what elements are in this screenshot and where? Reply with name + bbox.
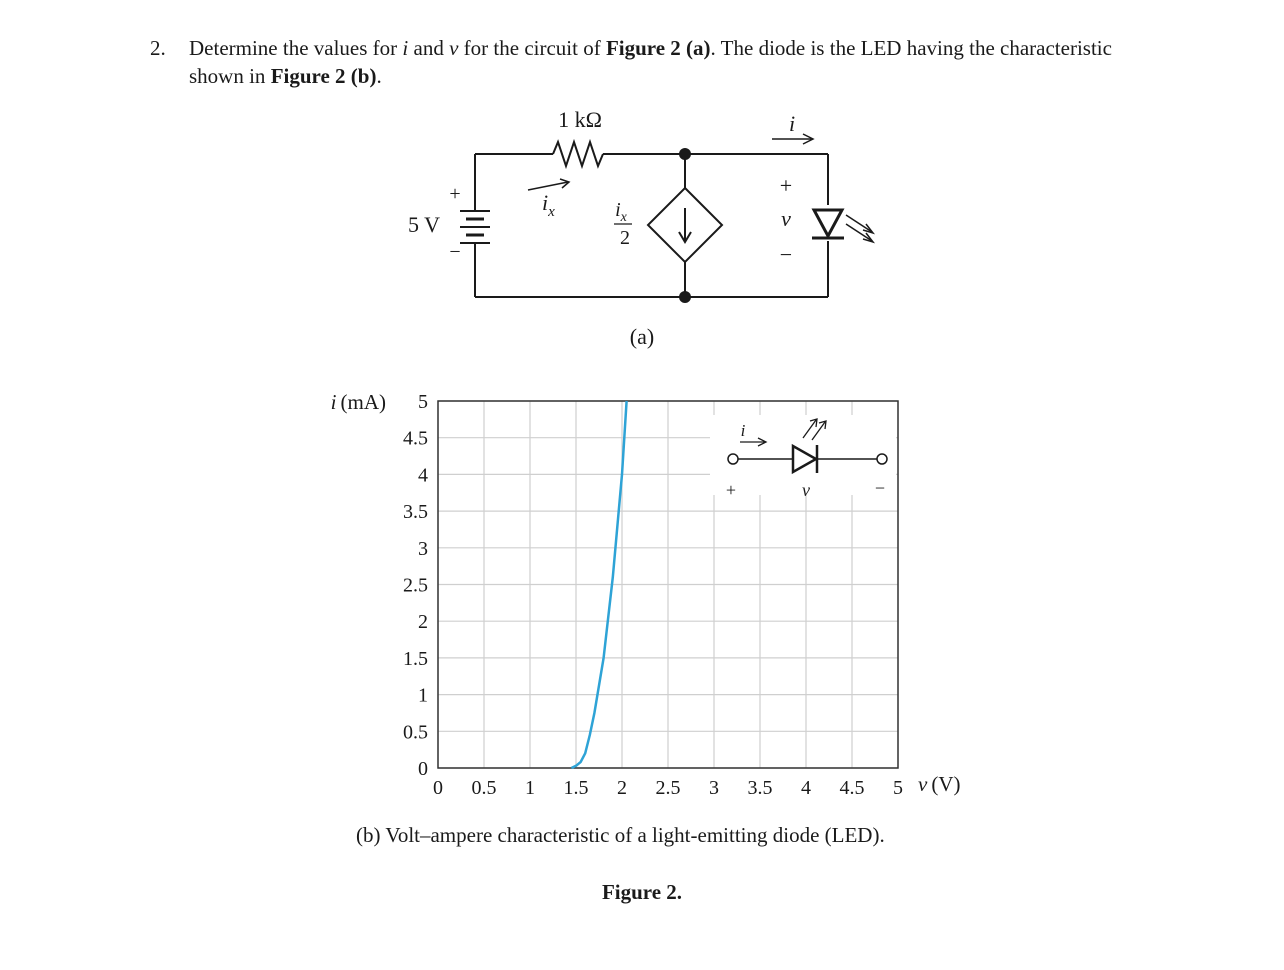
problem-text-5: .	[376, 64, 382, 88]
x-tick-label: 0.5	[471, 777, 497, 799]
x-tick-label: 2	[617, 777, 627, 799]
inset-current-label: i	[740, 421, 746, 440]
resistor-1k	[553, 142, 603, 166]
inset-led-schematic	[710, 415, 896, 500]
problem-text-3: for the circuit of	[463, 36, 601, 60]
source-minus: −	[449, 241, 461, 263]
voltage-plus: +	[779, 173, 793, 198]
figure-caption: Figure 2.	[601, 880, 683, 904]
led-symbol	[808, 205, 873, 242]
ix-arrow	[528, 182, 568, 190]
y-tick-labels	[403, 391, 428, 780]
source-plus: +	[449, 183, 461, 205]
x-tick-label: 1	[525, 777, 535, 799]
x-tick-label: 4.5	[839, 777, 865, 799]
x-axis-label: v (V)	[918, 772, 961, 796]
x-tick-label: 0	[433, 777, 443, 799]
resistor-label: 1 kΩ	[558, 107, 602, 132]
problem-text-1: Determine the values for	[189, 36, 398, 60]
x-tick-label: 3.5	[747, 777, 773, 799]
y-tick-label: 5	[418, 391, 428, 413]
x-tick-label: 1.5	[563, 777, 589, 799]
voltage-label-v: v	[781, 206, 791, 231]
figure-a-ref: Figure 2 (a)	[605, 36, 711, 60]
y-tick-label: 2.5	[403, 574, 428, 597]
y-tick-label: 2	[418, 611, 428, 634]
dep-source-numerator: $i_x$	[615, 199, 627, 225]
y-tick-label: 3	[418, 537, 428, 560]
voltage-minus: −	[779, 242, 793, 267]
y-tick-label: 0	[418, 758, 428, 780]
circuit-diagram	[460, 134, 828, 297]
x-tick-label: 2.5	[655, 777, 681, 799]
caption-a: (a)	[629, 324, 655, 349]
x-tick-label: 4	[801, 777, 811, 799]
y-axis-label: i (mA)	[330, 390, 386, 414]
x-tick-labels	[433, 777, 903, 799]
y-tick-label: 3.5	[403, 501, 428, 524]
var-i: i	[402, 36, 409, 60]
inset-terminal-left	[728, 454, 738, 464]
y-tick-label: 1	[418, 684, 428, 707]
inset-plus: +	[725, 480, 737, 500]
inset-voltage-label: v	[802, 480, 810, 500]
y-tick-label: 4	[418, 464, 428, 487]
caption-b: (b) Volt–ampere characteristic of a light-emitting diode (LED).	[356, 823, 885, 847]
inset-minus: −	[874, 478, 886, 498]
problem-text-4: . The diode is the LED having the characteristic shown in	[189, 36, 1112, 88]
inset-terminal-right	[877, 454, 887, 464]
light-ray-1-icon	[846, 215, 872, 232]
dep-source-denominator: 2	[620, 227, 630, 249]
battery-symbol	[460, 211, 490, 243]
x-tick-label: 3	[709, 777, 719, 799]
problem-number: 2.	[150, 36, 166, 60]
var-v: v	[449, 36, 459, 60]
source-label: 5 V	[408, 212, 440, 237]
y-tick-label: 0.5	[403, 721, 428, 744]
x-tick-label: 5	[893, 777, 903, 799]
y-tick-label: 4.5	[403, 427, 428, 450]
current-label-i: i	[788, 111, 796, 136]
junction-bottom	[679, 291, 691, 303]
y-tick-label: 1.5	[403, 647, 428, 670]
figure-b-ref: Figure 2 (b)	[270, 64, 377, 88]
junction-top	[679, 148, 691, 160]
problem-text-2: and	[413, 36, 444, 60]
ix-label: $i_x$	[542, 190, 555, 220]
